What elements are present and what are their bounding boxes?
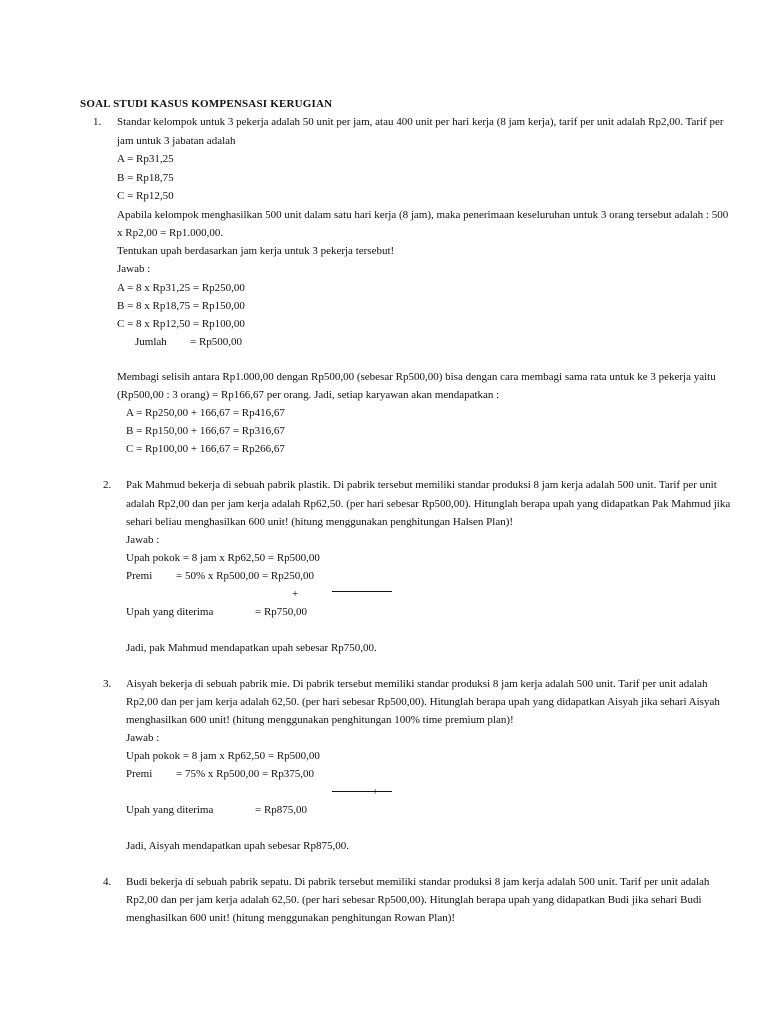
question-number: 4. [103, 876, 112, 888]
q3-total-label: Upah yang diterima [126, 804, 214, 816]
q3-premi-value: = 75% x Rp500,00 = Rp375,00 [176, 768, 314, 780]
q1-result-b: B = Rp150,00 + 166,67 = Rp316,67 [126, 425, 285, 437]
q3-base-wage: Upah pokok = 8 jam x Rp62,50 = Rp500,00 [126, 750, 320, 762]
q1-answer-a: A = 8 x Rp31,25 = Rp250,00 [117, 282, 245, 294]
question-number: 1. [93, 116, 102, 128]
question-number: 3. [103, 678, 112, 690]
q2-text: adalah Rp2,00 dan per jam kerja adalah Rp62,50. (per hari sebesar Rp500,00). Hitunglah berapa upah yang didapatkan Pak Mahmud jika [126, 498, 731, 510]
q2-total-label: Upah yang diterima [126, 606, 214, 618]
q2-total-value: = Rp750,00 [255, 606, 308, 618]
q4-text: Rp2,00 dan per jam kerja adalah 62,50. (per hari sebesar Rp500,00). Hitunglah berapa upah yang didapatkan Budi jika sehari Budi [126, 894, 702, 906]
q1-result-a: A = Rp250,00 + 166,67 = Rp416,67 [126, 407, 285, 419]
q3-text: Rp2,00 dan per jam kerja adalah 62,50. (per hari sebesar Rp500,00). Hitunglah berapa upah yang didapatkan Aisyah jika sehari Aisyah [126, 696, 720, 708]
sum-line [332, 791, 392, 792]
q3-conclusion: Jadi, Aisyah mendapatkan upah sebesar Rp875,00. [126, 840, 350, 852]
answer-label: Jawab : [126, 534, 160, 546]
q3-text: menghasilkan 600 unit! (hitung menggunakan penghitungan 100% time premium plan)! [126, 714, 514, 726]
q1-instruction: Tentukan upah berdasarkan jam kerja untuk 3 pekerja tersebut! [117, 245, 395, 257]
question-number: 2. [103, 479, 112, 491]
q1-text: Standar kelompok untuk 3 pekerja adalah 50 unit per jam, atau 400 unit per hari kerja (8 jam kerja), tarif per unit adalah Rp2,00. Tarif per [117, 116, 724, 128]
q1-text: Apabila kelompok menghasilkan 500 unit dalam satu hari kerja (8 jam), maka penerimaan keseluruhan untuk 3 orang tersebut adalah : 500 [117, 209, 729, 221]
q1-rate-c: C = Rp12,50 [117, 190, 174, 202]
q2-base-wage: Upah pokok = 8 jam x Rp62,50 = Rp500,00 [126, 552, 320, 564]
q1-text: Membagi selisih antara Rp1.000,00 dengan Rp500,00 (sebesar Rp500,00) bisa dengan cara membagi sama rata untuk ke 3 pekerja yaitu [117, 371, 716, 383]
q2-text: Pak Mahmud bekerja di sebuah pabrik plastik. Di pabrik tersebut memiliki standar produksi 8 jam kerja adalah 500 unit. Tarif per unit [126, 479, 717, 491]
q2-premi-value: = 50% x Rp500,00 = Rp250,00 [176, 570, 314, 582]
q2-premi-label: Premi [126, 570, 153, 582]
document-title: SOAL STUDI KASUS KOMPENSASI KERUGIAN [80, 98, 333, 110]
q2-text: sehari beliau menghasilkan 600 unit! (hitung menggunakan penghitungan Halsen Plan)! [126, 516, 514, 528]
q3-text: Aisyah bekerja di sebuah pabrik mie. Di pabrik tersebut memiliki standar produksi 8 jam kerja adalah 500 unit. Tarif per unit adalah [126, 678, 708, 690]
q1-rate-b: B = Rp18,75 [117, 172, 174, 184]
answer-label: Jawab : [126, 732, 160, 744]
q2-conclusion: Jadi, pak Mahmud mendapatkan upah sebesar Rp750,00. [126, 642, 377, 654]
q3-premi-label: Premi [126, 768, 153, 780]
plus-sign: + [292, 588, 299, 600]
q1-total-value: = Rp500,00 [190, 336, 243, 348]
q3-total-value: = Rp875,00 [255, 804, 308, 816]
q4-text: menghasilkan 600 unit! (hitung menggunakan penghitungan Rowan Plan)! [126, 912, 456, 924]
answer-label: Jawab : [117, 263, 151, 275]
q1-text: x Rp2,00 = Rp1.000,00. [117, 227, 224, 239]
sum-line [332, 591, 392, 592]
q1-answer-b: B = 8 x Rp18,75 = Rp150,00 [117, 300, 245, 312]
q1-text: jam untuk 3 jabatan adalah [117, 135, 236, 147]
q1-text: (Rp500,00 : 3 orang) = Rp166,67 per orang. Jadi, setiap karyawan akan mendapatkan : [117, 389, 500, 401]
q1-rate-a: A = Rp31,25 [117, 153, 174, 165]
q1-total-label: Jumlah [135, 336, 167, 348]
q1-result-c: C = Rp100,00 + 166,67 = Rp266,67 [126, 443, 285, 455]
q1-answer-c: C = 8 x Rp12,50 = Rp100,00 [117, 318, 245, 330]
plus-sign: + [372, 786, 379, 798]
q4-text: Budi bekerja di sebuah pabrik sepatu. Di pabrik tersebut memiliki standar produksi 8 jam kerja adalah 500 unit. Tarif per unit adalah [126, 876, 710, 888]
